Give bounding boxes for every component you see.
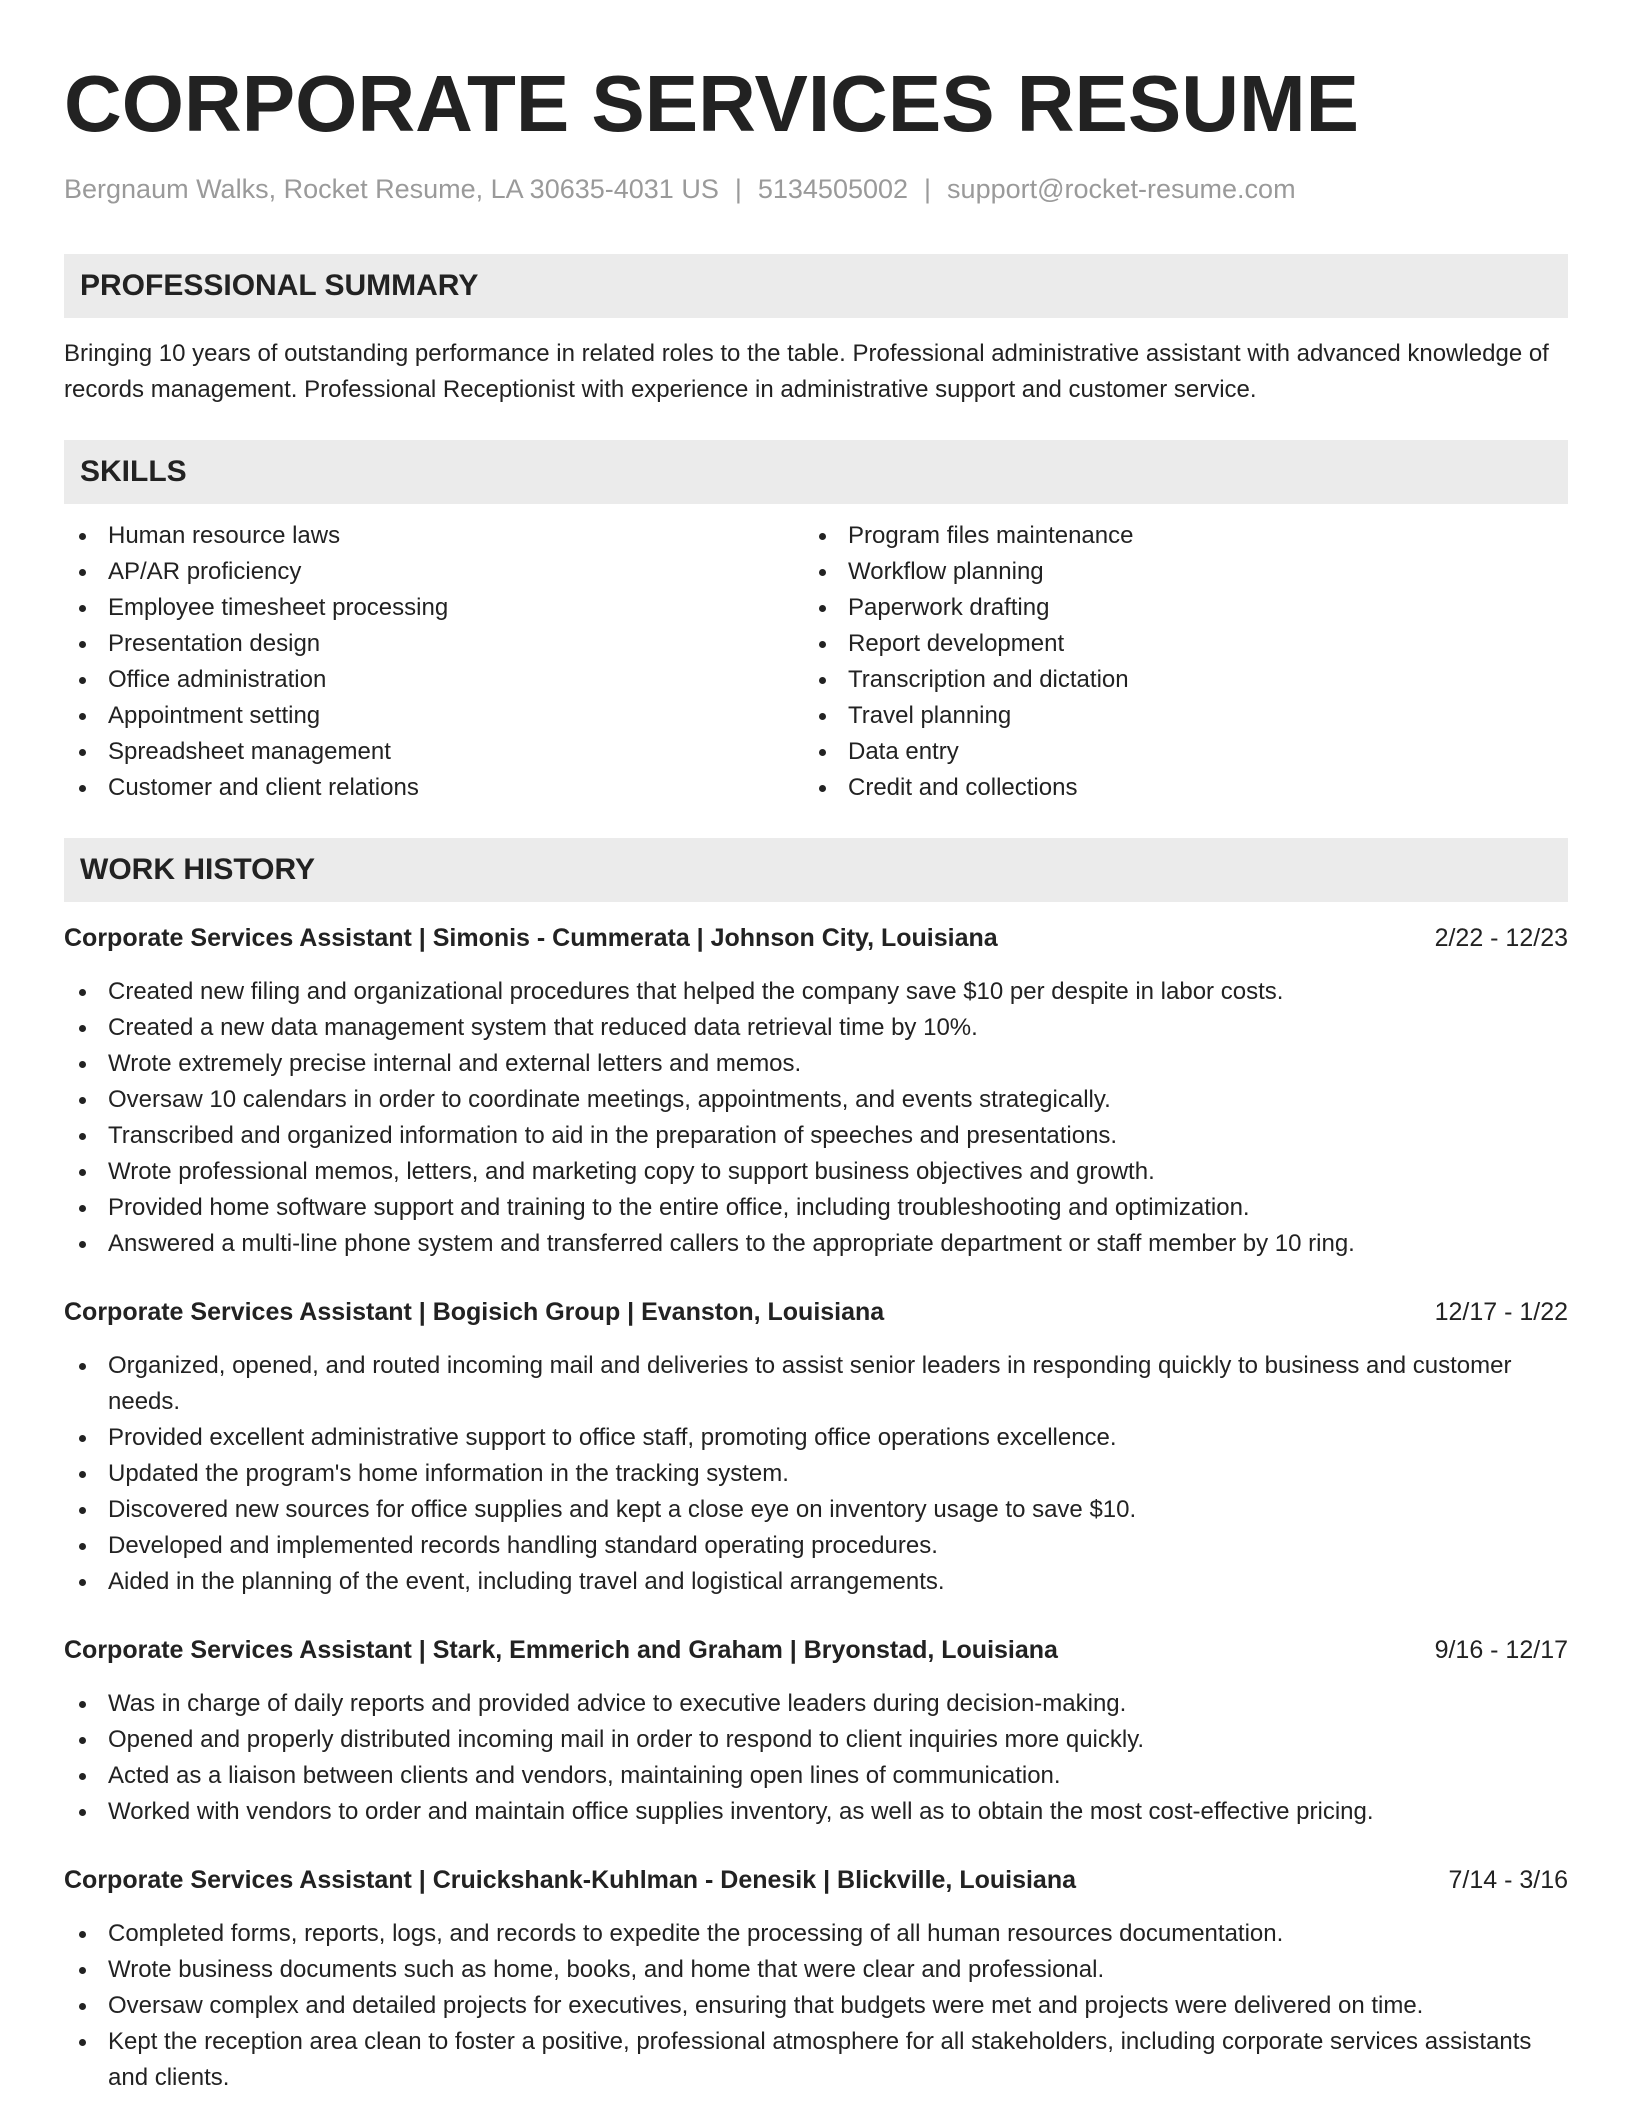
- job-bullet: Kept the reception area clean to foster a positive, professional atmosphere for all stakeholders, including corporate services assistants and clients.: [64, 2024, 1568, 2096]
- skill-item: Presentation design: [64, 626, 804, 662]
- skill-item: Spreadsheet management: [64, 734, 804, 770]
- job-bullet: Aided in the planning of the event, including travel and logistical arrangements.: [64, 1564, 1568, 1600]
- job-entry: [64, 1862, 1568, 2096]
- contact-phone: 5134505002: [757, 174, 909, 204]
- skill-item: Transcription and dictation: [804, 662, 1544, 698]
- job-bullet: Provided home software support and training to the entire office, including troubleshooting and optimization.: [64, 1190, 1568, 1226]
- job-bullet: Discovered new sources for office supplies and kept a close eye on inventory usage to save $10.: [64, 1492, 1568, 1528]
- skill-item: Office administration: [64, 662, 804, 698]
- job-header: [64, 1294, 1568, 1330]
- job-bullet: Wrote extremely precise internal and external letters and memos.: [64, 1046, 1568, 1082]
- job-dates: 7/14 - 3/16: [1448, 1866, 1568, 1894]
- skill-item: Human resource laws: [64, 518, 804, 554]
- job-bullet: Answered a multi-line phone system and transferred callers to the appropriate department or staff member by 10 ring.: [64, 1226, 1568, 1262]
- job-entry: [64, 1294, 1568, 1600]
- job-bullet: Wrote professional memos, letters, and marketing copy to support business objectives and growth.: [64, 1154, 1568, 1190]
- job-title: Corporate Services Assistant | Cruickshank-Kuhlman - Denesik | Blickville, Louisiana: [64, 1866, 1077, 1894]
- contact-separator: |: [924, 174, 932, 204]
- job-dates: 12/17 - 1/22: [1434, 1298, 1568, 1326]
- skills-heading: SKILLS: [64, 440, 1568, 504]
- job-bullet: Acted as a liaison between clients and vendors, maintaining open lines of communication.: [64, 1758, 1568, 1794]
- skill-item: Travel planning: [804, 698, 1544, 734]
- job-title: Corporate Services Assistant | Stark, Emmerich and Graham | Bryonstad, Louisiana: [64, 1636, 1058, 1664]
- skills-column-left: [64, 518, 804, 806]
- job-bullet: Worked with vendors to order and maintain office supplies inventory, as well as to obtain the most cost-effective pricing.: [64, 1794, 1568, 1830]
- skill-item: Data entry: [804, 734, 1544, 770]
- job-bullet: Developed and implemented records handling standard operating procedures.: [64, 1528, 1568, 1564]
- job-bullet: Completed forms, reports, logs, and records to expedite the processing of all human resources documentation.: [64, 1916, 1568, 1952]
- skill-item: Report development: [804, 626, 1544, 662]
- job-bullet: Provided excellent administrative support to office staff, promoting office operations excellence.: [64, 1420, 1568, 1456]
- job-bullets: [64, 1686, 1568, 1830]
- job-bullets: [64, 1348, 1568, 1600]
- job-header: [64, 1632, 1568, 1668]
- professional-summary-heading: PROFESSIONAL SUMMARY: [64, 254, 1568, 318]
- job-bullet: Wrote business documents such as home, books, and home that were clear and professional.: [64, 1952, 1568, 1988]
- skills-column-right: [804, 518, 1544, 806]
- job-bullet: Created a new data management system that reduced data retrieval time by 10%.: [64, 1010, 1568, 1046]
- professional-summary-text: Bringing 10 years of outstanding performance in related roles to the table. Professional administrative assistant with advanced knowledge of records management. Professional Receptionist with experience in administrative support and customer service.: [64, 340, 1549, 403]
- contact-address: Bergnaum Walks, Rocket Resume, LA 30635-4031 US: [64, 174, 719, 204]
- job-title: Corporate Services Assistant | Bogisich Group | Evanston, Louisiana: [64, 1298, 885, 1326]
- job-bullet: Opened and properly distributed incoming mail in order to respond to client inquiries more quickly.: [64, 1722, 1568, 1758]
- job-bullet: Updated the program's home information in the tracking system.: [64, 1456, 1568, 1492]
- job-bullets: [64, 974, 1568, 1262]
- job-bullet: Oversaw complex and detailed projects for executives, ensuring that budgets were met and projects were delivered on time.: [64, 1988, 1568, 2024]
- skill-item: Appointment setting: [64, 698, 804, 734]
- job-header: [64, 920, 1568, 956]
- job-bullets: [64, 1916, 1568, 2096]
- job-dates: 9/16 - 12/17: [1434, 1636, 1568, 1664]
- work-history-heading: WORK HISTORY: [64, 838, 1568, 902]
- job-bullet: Organized, opened, and routed incoming mail and deliveries to assist senior leaders in responding quickly to business and customer needs.: [64, 1348, 1568, 1420]
- job-header: [64, 1862, 1568, 1898]
- skill-item: Employee timesheet processing: [64, 590, 804, 626]
- skill-item: Program files maintenance: [804, 518, 1544, 554]
- skill-item: Credit and collections: [804, 770, 1544, 806]
- contact-email: support@rocket-resume.com: [947, 174, 1296, 204]
- contact-line: [64, 172, 1568, 206]
- resume-title: CORPORATE SERVICES RESUME: [64, 59, 1360, 148]
- job-entry: [64, 920, 1568, 1262]
- skill-item: Customer and client relations: [64, 770, 804, 806]
- contact-separator: |: [734, 174, 742, 204]
- skill-item: AP/AR proficiency: [64, 554, 804, 590]
- skill-item: Workflow planning: [804, 554, 1544, 590]
- job-title: Corporate Services Assistant | Simonis - Cummerata | Johnson City, Louisiana: [64, 924, 998, 952]
- job-dates: 2/22 - 12/23: [1434, 924, 1568, 952]
- job-bullet: Was in charge of daily reports and provided advice to executive leaders during decision-making.: [64, 1686, 1568, 1722]
- job-bullet: Oversaw 10 calendars in order to coordinate meetings, appointments, and events strategically.: [64, 1082, 1568, 1118]
- job-bullet: Transcribed and organized information to aid in the preparation of speeches and presentations.: [64, 1118, 1568, 1154]
- job-bullet: Created new filing and organizational procedures that helped the company save $10 per despite in labor costs.: [64, 974, 1568, 1010]
- skill-item: Paperwork drafting: [804, 590, 1544, 626]
- job-entry: [64, 1632, 1568, 1830]
- skills-list: [64, 518, 1568, 806]
